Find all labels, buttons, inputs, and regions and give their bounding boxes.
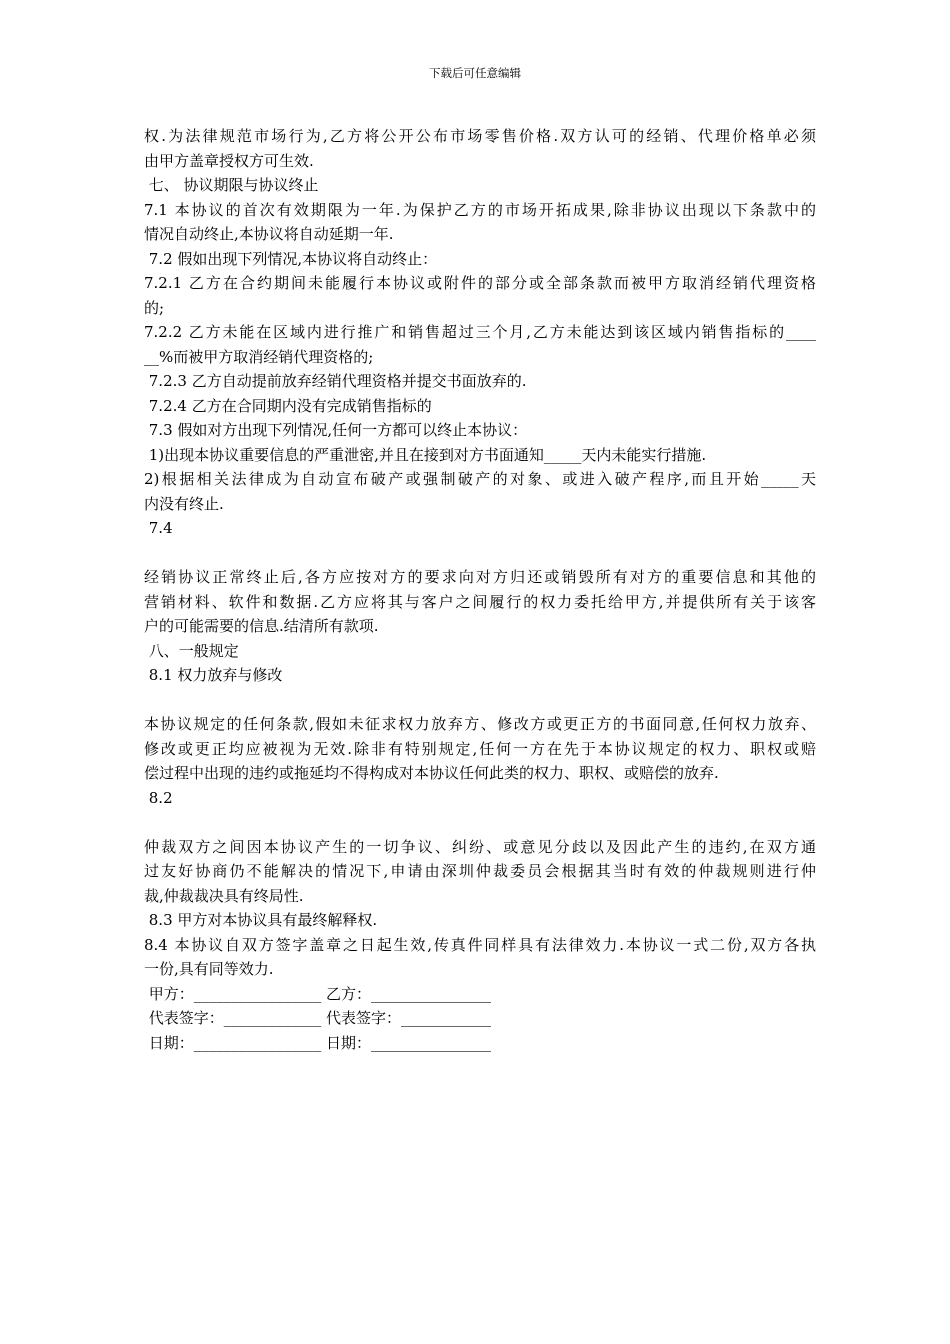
text-line: 营销材料、软件和数据.乙方应将其与客户之间履行的权力委托给甲方,并提供所有关于该客 bbox=[144, 592, 816, 611]
text-line: 由甲方盖章授权方可生效. bbox=[144, 151, 314, 170]
text-line: 情况自动终止,本协议将自动延期一年. bbox=[144, 225, 394, 243]
text-line: 偿过程中出现的违约或拖延均不得构成对本协议任何此类的权力、职权、或赔偿的放弃. bbox=[144, 764, 719, 782]
text-line: 仲裁双方之间因本协议产生的一切争议、纠纷、或意见分歧以及因此产生的违约,在双方通 bbox=[144, 837, 816, 856]
text-line: 7.1 本协议的首次有效期限为一年.为保护乙方的市场开拓成果,除非协议出现以下条款中的 bbox=[144, 200, 816, 219]
text-line: 户的可能需要的信息.结清所有款项. bbox=[144, 617, 379, 635]
text-line: 内没有终止. bbox=[144, 494, 224, 513]
text-line: 过友好协商仍不能解决的情况下,申请由深圳仲裁委员会根据其当时有效的仲裁规则进行仲 bbox=[144, 862, 816, 880]
text-line: 1)出现本协议重要信息的严重泄密,并且在接到对方书面通知_____天内未能实行措施. bbox=[144, 445, 707, 464]
text-line: 8.3 甲方对本协议具有最终解释权. bbox=[144, 911, 378, 929]
blank-line bbox=[144, 541, 816, 566]
text-line: 的; bbox=[144, 298, 165, 317]
text-line: 权.为法律规范市场行为,乙方将公开公布市场零售价格.双方认可的经销、代理价格单必须 bbox=[144, 127, 816, 145]
document-body bbox=[144, 124, 816, 1055]
text-line: 本协议规定的任何条款,假如未征求权力放弃方、修改方或更正方的书面同意,任何权力放弃、 bbox=[144, 715, 816, 733]
text-line: 8.2 bbox=[144, 788, 173, 807]
text-line: 八、一般规定 bbox=[144, 641, 239, 660]
text-line: 甲方：_________________ 乙方：________________ bbox=[144, 984, 492, 1003]
text-line: 8.4 本协议自双方签字盖章之日起生效,传真件同样具有法律效力.本协议一式二份,双方各执 bbox=[144, 935, 816, 954]
text-line: 7.2.2 乙方未能在区域内进行推广和销售超过三个月,乙方未能达到该区域内销售指标的____ bbox=[144, 323, 816, 341]
page-header: 下载后可任意编辑 bbox=[429, 66, 521, 80]
text-line: 7.4 bbox=[144, 519, 173, 537]
text-line: __%而被甲方取消经销代理资格的; bbox=[144, 347, 374, 366]
text-line: 代表签字：_____________ 代表签字：____________ bbox=[144, 1009, 492, 1027]
text-line: 经销协议正常终止后,各方应按对方的要求向对方归还或销毁所有对方的重要信息和其他的 bbox=[144, 568, 816, 586]
text-line: 7.2 假如出现下列情况,本协议将自动终止： bbox=[144, 249, 438, 268]
text-line: 七、 协议期限与协议终止 bbox=[144, 176, 319, 194]
text-line: 一份,具有同等效力. bbox=[144, 960, 274, 978]
text-line: 2)根据相关法律成为自动宣布破产或强制破产的对象、或进入破产程序,而且开始_____天 bbox=[144, 470, 816, 488]
text-line: 裁,仲裁裁决具有终局性. bbox=[144, 886, 304, 905]
text-line: 修改或更正均应被视为无效.除非有特别规定,任何一方在先于本协议规定的权力、职权或赔 bbox=[144, 739, 816, 758]
text-line: 日期：_________________ 日期：________________ bbox=[144, 1033, 492, 1052]
text-line: 7.2.1 乙方在合约期间未能履行本协议或附件的部分或全部条款而被甲方取消经销代理资格 bbox=[144, 274, 816, 292]
text-line: 7.3 假如对方出现下列情况,任何一方都可以终止本协议： bbox=[144, 421, 528, 439]
blank-line bbox=[144, 810, 816, 835]
blank-line bbox=[144, 688, 816, 713]
text-line: 7.2.3 乙方自动提前放弃经销代理资格并提交书面放弃的. bbox=[144, 372, 527, 390]
text-line: 8.1 权力放弃与修改 bbox=[144, 666, 283, 684]
text-line: 7.2.4 乙方在合同期内没有完成销售指标的 bbox=[144, 396, 432, 415]
